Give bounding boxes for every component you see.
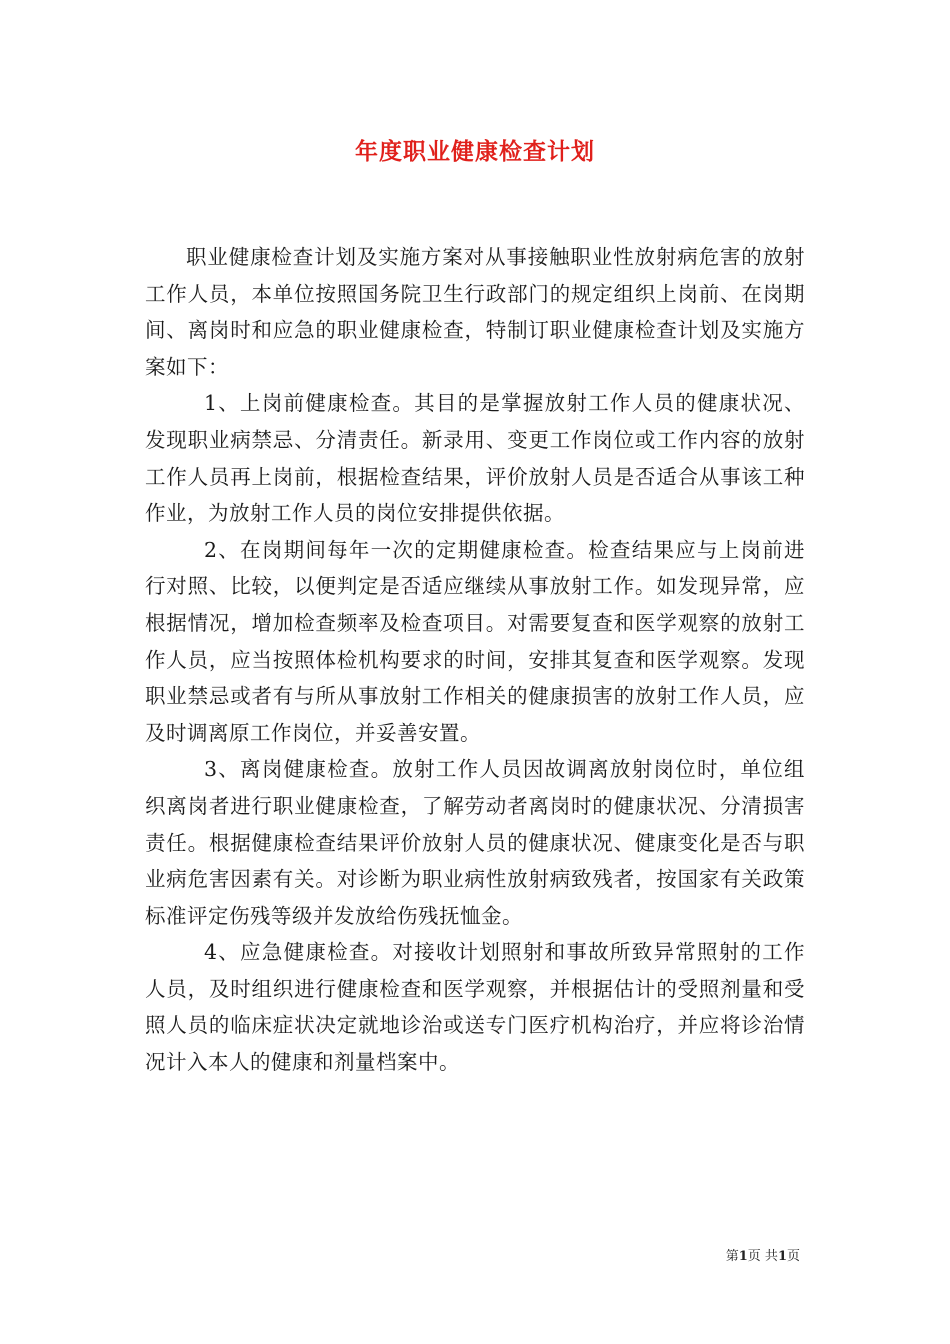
footer-middle: 页 共 (747, 1249, 778, 1264)
footer-suffix: 页 (786, 1249, 800, 1264)
page-footer (726, 1245, 800, 1264)
section-3-paragraph: 3、离岗健康检查。放射工作人员因故调离放射岗位时，单位组织离岗者进行职业健康检查，了解劳动者离岗时的健康状况、分清损害责任。根据健康检查结果评价放射人员的健康状况、健康变化是否与职业病危害因素有关。对诊断为职业病性放射病致残者，按国家有关政策标准评定伤残等级并发放给伤残抚恤金。 (145, 757, 805, 928)
footer-page-number: 1 (738, 1249, 748, 1264)
section-1-paragraph: 1、上岗前健康检查。其目的是掌握放射工作人员的健康状况、发现职业病禁忌、分清责任。新录用、变更工作岗位或工作内容的放射工作人员再上岗前，根据检查结果，评价放射人员是否适合从事该工种作业，为放射工作人员的岗位安排提供依据。 (145, 391, 805, 526)
section-4-paragraph: 4、应急健康检查。对接收计划照射和事故所致异常照射的工作人员，及时组织进行健康检查和医学观察，并根据估计的受照剂量和受照人员的临床症状决定就地诊治或送专门医疗机构治疗，并应将诊治情况计入本人的健康和剂量档案中。 (145, 940, 805, 1075)
document-body (145, 239, 805, 1081)
intro-paragraph: 职业健康检查计划及实施方案对从事接触职业性放射病危害的放射工作人员，本单位按照国务院卫生行政部门的规定组织上岗前、在岗期间、离岗时和应急的职业健康检查，特制订职业健康检查计划及实施方案如下： (145, 245, 805, 379)
footer-prefix: 第 (725, 1249, 739, 1264)
section-2-paragraph: 2、在岗期间每年一次的定期健康检查。检查结果应与上岗前进行对照、比较，以便判定是否适应继续从事放射工作。如发现异常，应根据情况，增加检查频率及检查项目。对需要复查和医学观察的放射工作人员，应当按照体检机构要求的时间，安排其复查和医学观察。发现职业禁忌或者有与所从事放射工作相关的健康损害的放射工作人员，应及时调离原工作岗位，并妥善安置。 (145, 537, 805, 745)
footer-total-pages: 1 (777, 1249, 787, 1264)
document-title: 年度职业健康检查计划 (355, 139, 595, 165)
